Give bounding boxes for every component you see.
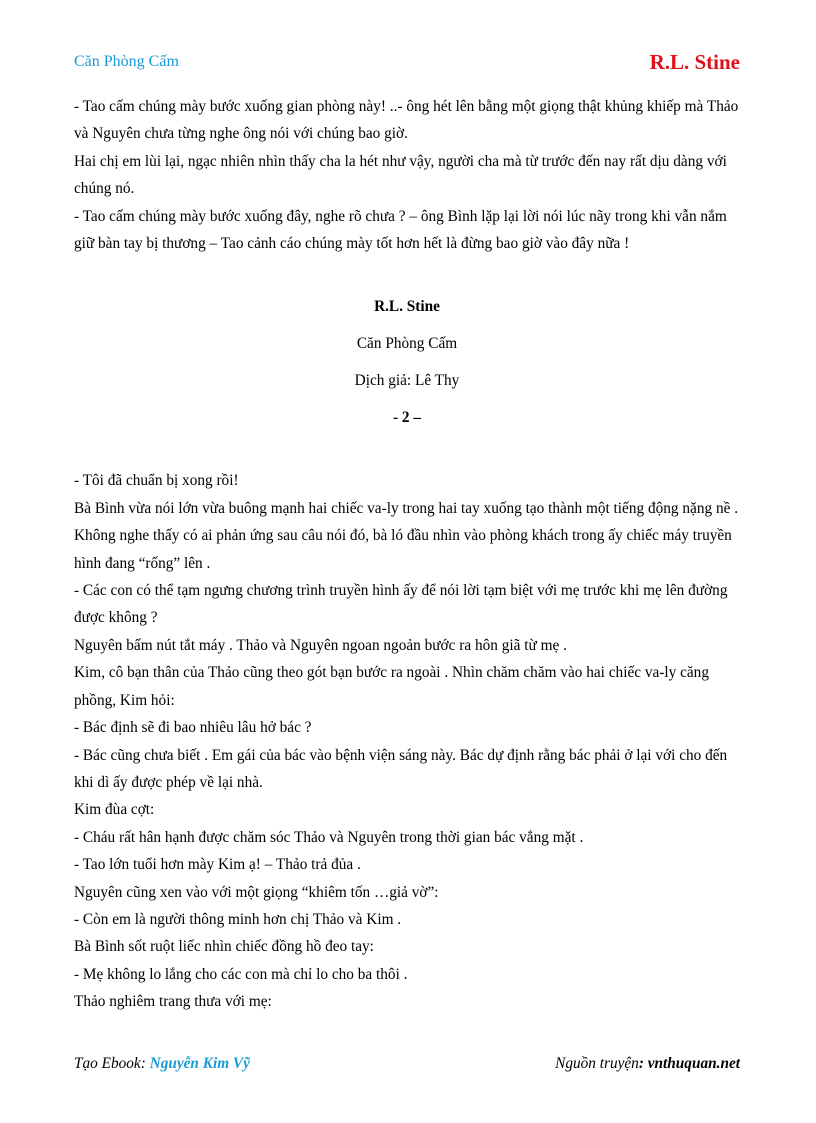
paragraph-5: Kim, cô bạn thân của Thảo cũng theo gót bạn bước ra ngoài . Nhìn chăm chăm vào hai chiếc va-ly căng phồng, Kim hỏi: bbox=[74, 664, 709, 709]
footer-source-separator: : bbox=[638, 1055, 648, 1072]
paragraph-4: Nguyên bấm nút tắt máy . Thảo và Nguyên ngoan ngoản bước ra hôn giã từ mẹ . bbox=[74, 636, 567, 654]
header-book-title: Căn Phòng Cấm bbox=[74, 53, 179, 70]
chapter-author: R.L. Stine bbox=[374, 298, 440, 316]
footer-source-credit bbox=[555, 1055, 740, 1073]
footer-source-label: Nguồn truyện bbox=[555, 1055, 639, 1072]
header-author: R.L. Stine bbox=[649, 50, 740, 74]
paragraph-9: - Cháu rất hân hạnh được chăm sóc Thảo và Nguyên trong thời gian bác vắng mặt . bbox=[74, 828, 584, 846]
page-footer bbox=[74, 1055, 740, 1077]
paragraph-2: Bà Bình vừa nói lớn vừa buông mạnh hai chiếc va-ly trong hai tay xuống tạo thành một tiếng động nặng nề . Không nghe thấy có ai phản ứng sau câu nói đó, bà ló đầu nhìn vào phòng khách trong ấy chiếc máy truyền hình đang “rống” lên . bbox=[74, 499, 739, 572]
paragraph-1: - Tôi đã chuẩn bị xong rồi! bbox=[74, 472, 239, 490]
paragraph-8: Kim đùa cợt: bbox=[74, 801, 155, 819]
chapter-heading bbox=[74, 297, 740, 428]
paragraph-15: Thảo nghiêm trang thưa với mẹ: bbox=[74, 993, 272, 1011]
page-header bbox=[74, 50, 740, 76]
paragraph-11: Nguyên cũng xen vào với một giọng “khiêm tốn …giả vờ”: bbox=[74, 883, 439, 901]
paragraph-6: - Bác định sẽ đi bao nhiêu lâu hở bác ? bbox=[74, 719, 312, 737]
paragraph-14: - Mẹ không lo lắng cho các con mà chỉ lo cho ba thôi . bbox=[74, 965, 408, 983]
paragraph-7: - Bác cũng chưa biết . Em gái của bác vào bệnh viện sáng này. Bác dự định rằng bác phải ở lại với cho đến khi dì ấy được phép về lại nhà. bbox=[74, 746, 728, 791]
footer-ebook-label: Tạo Ebook bbox=[74, 1055, 141, 1072]
footer-ebook-separator: : bbox=[140, 1055, 150, 1072]
chapter-text bbox=[74, 467, 740, 1015]
footer-source-value: vnthuquan.net bbox=[647, 1055, 740, 1072]
page-body bbox=[74, 93, 740, 1016]
footer-ebook-name: Nguyễn Kim Vỹ bbox=[149, 1055, 250, 1072]
intro-paragraph-3: - Tao cấm chúng mày bước xuống đây, nghe rõ chưa ? – ông Bình lặp lại lời nói lúc nãy trong khi vẫn nắm giữ bàn tay bị thương – Tao cảnh cáo chúng mày tốt hơn hết là đừng bao giờ vào đây nữa ! bbox=[74, 207, 727, 253]
chapter-number: - 2 – bbox=[392, 409, 422, 427]
intro-paragraph-1: - Tao cấm chúng mày bước xuống gian phòng này! ..- ông hét lên bằng một giọng thật khủng khiếp mà Thảo và Nguyên chưa từng nghe ông nói với chúng bao giờ. bbox=[74, 98, 739, 143]
paragraph-13: Bà Bình sốt ruột liếc nhìn chiếc đồng hồ đeo tay: bbox=[74, 938, 374, 956]
footer-ebook-credit bbox=[74, 1055, 250, 1073]
intro-paragraph-2: Hai chị em lùi lại, ngạc nhiên nhìn thấy cha la hét như vậy, người cha mà từ trước đến nay rất dịu dàng với chúng nó. bbox=[74, 152, 727, 198]
chapter-book-title: Căn Phòng Cấm bbox=[356, 335, 458, 353]
paragraph-10: - Tao lớn tuổi hơn mày Kim ạ! – Thảo trả đủa . bbox=[74, 856, 361, 874]
chapter-translator: Dịch giả: Lê Thy bbox=[354, 372, 460, 390]
paragraph-3: - Các con có thể tạm ngưng chương trình truyền hình ấy để nói lời tạm biệt với mẹ trước khi mẹ lên đường được không ? bbox=[74, 582, 728, 627]
paragraph-12: - Còn em là người thông minh hơn chị Thảo và Kim . bbox=[74, 910, 402, 928]
